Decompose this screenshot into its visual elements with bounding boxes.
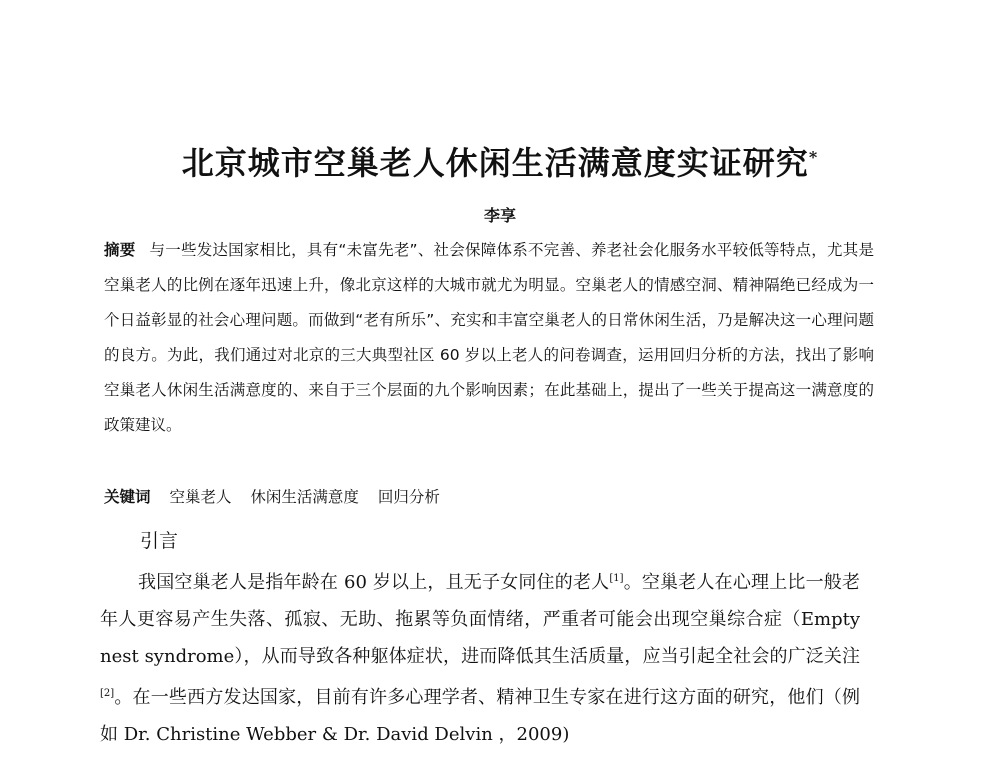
abstract-label: 摘要	[104, 241, 136, 259]
keywords-label: 关键词	[104, 488, 151, 506]
body-text-part: 我国空巢老人是指年龄在 60 岁以上，且无子女同住的老人	[138, 572, 610, 593]
body-text-part: 。空巢老人在心理上比一般老年人更容易产生失落、孤寂、无助、拖累等负面情绪，严重者可能会出现空巢综合症（Empty nest syndrome），从而导致各种躯体症状，进而降低其生活质量，应当引起全社会的广泛关注	[100, 572, 860, 667]
paper-title	[0, 138, 1000, 184]
keyword: 回归分析	[377, 488, 440, 506]
abstract-text: 与一些发达国家相比，具有“未富先老”、社会保障体系不完善、养老社会化服务水平较低等特点，尤其是空巢老人的比例在逐年迅速上升，像北京这样的大城市就尤为明显。空巢老人的情感空洞、精神隔绝已经成为一个日益彰显的社会心理问题。而做到“老有所乐”、充实和丰富空巢老人的日常休闲生活，乃是解决这一心理问题的良方。为此，我们通过对北京的三大典型社区 60 岁以上老人的问卷调查，运用回归分析的方法，找出了影响空巢老人休闲生活满意度的、来自于三个层面的九个影响因素；在此基础上，提出了一些关于提高这一满意度的政策建议。	[104, 241, 874, 434]
citation-ref: [2]	[100, 688, 115, 699]
keyword: 休闲生活满意度	[250, 488, 359, 506]
section-heading-introduction: 引言	[140, 530, 179, 552]
keyword: 空巢老人	[169, 488, 232, 506]
title-footnote-mark: *	[808, 147, 819, 167]
keywords-line	[104, 485, 874, 507]
abstract-paragraph	[104, 233, 874, 443]
title-text: 北京城市空巢老人休闲生活满意度实证研究	[181, 144, 809, 182]
author-name: 李享	[483, 206, 516, 225]
body-text-part: 。在一些西方发达国家，目前有许多心理学者、精神卫生专家在进行这方面的研究，他们（例如 Dr. Christine Webber & Dr. David Delvin ，2009)	[100, 687, 860, 745]
citation-ref: [1]	[609, 573, 624, 584]
body-paragraph	[100, 560, 860, 753]
